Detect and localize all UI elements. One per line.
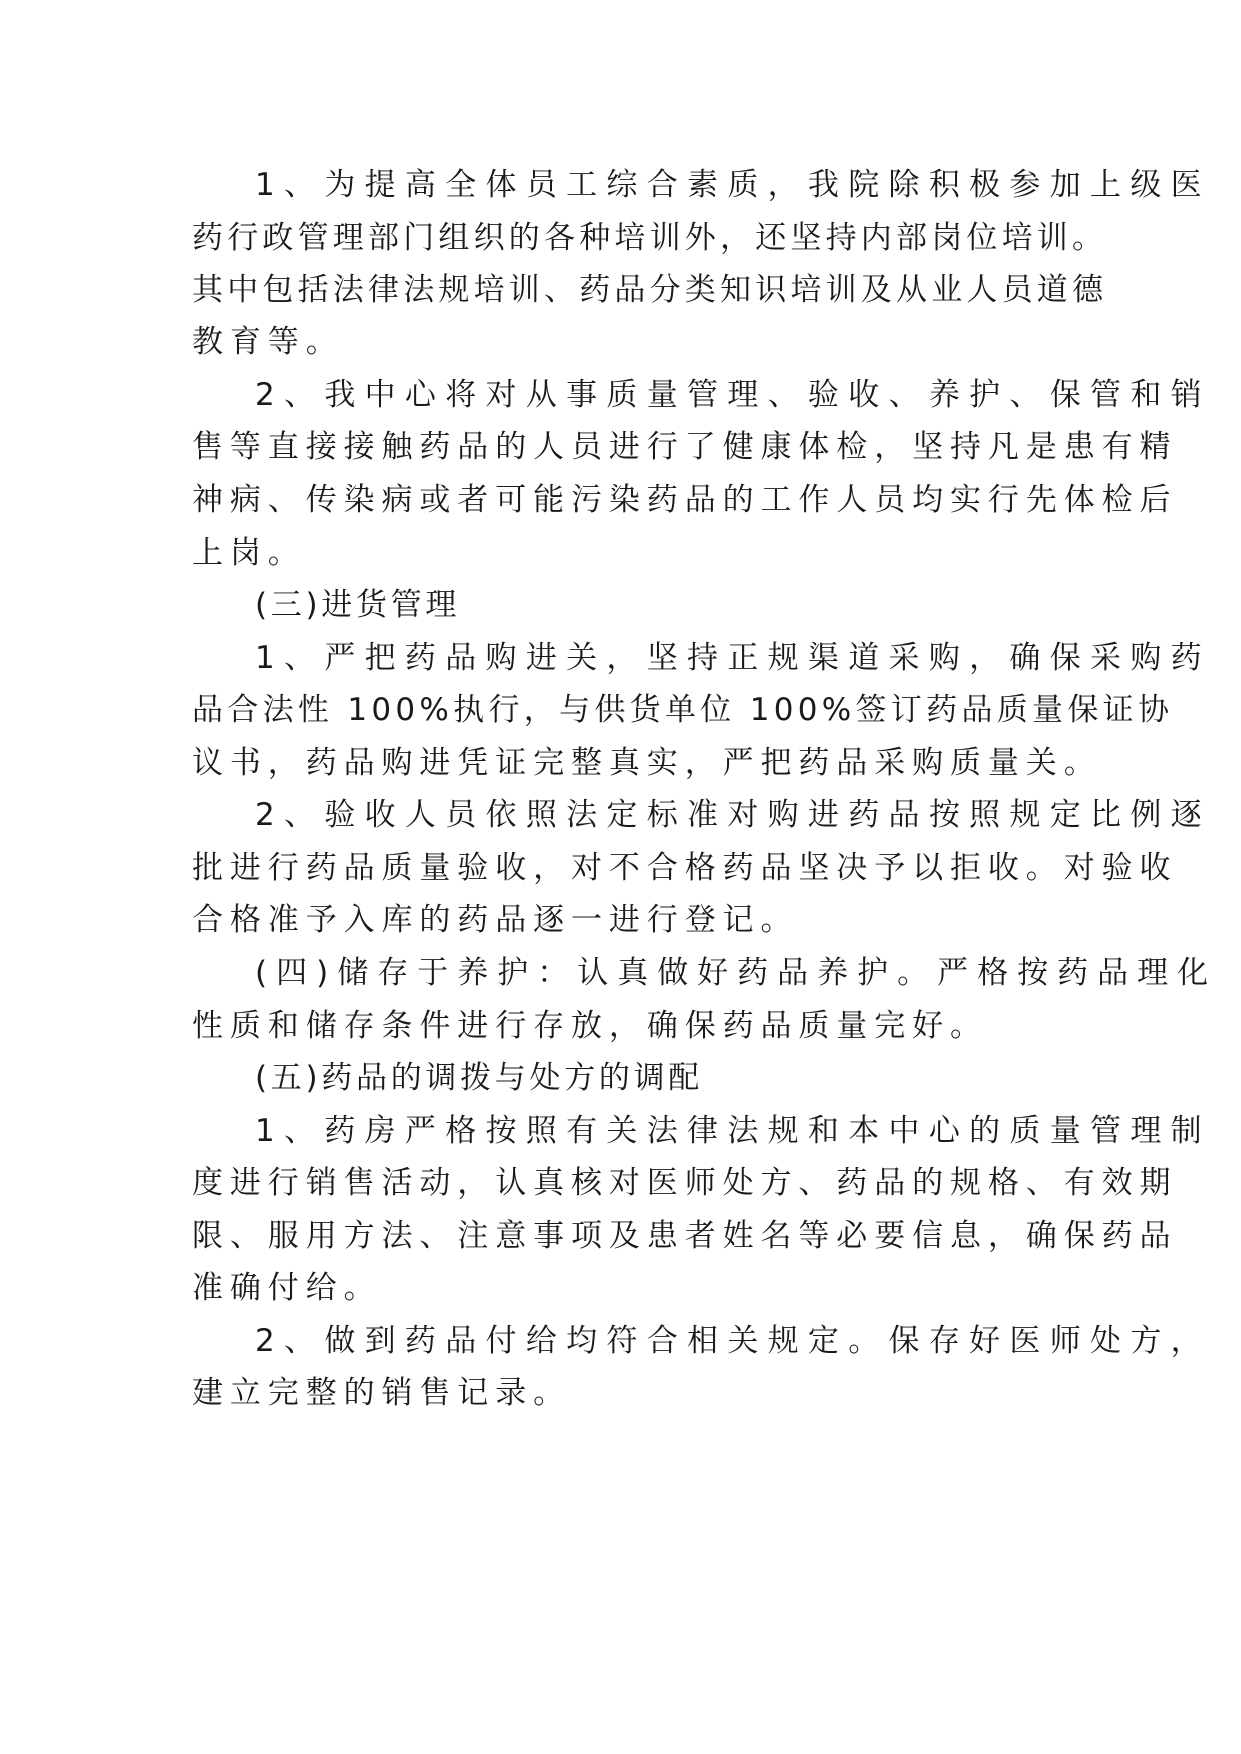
section-heading: (五)药品的调拨与处方的调配	[255, 1060, 703, 1096]
paragraph-line: 神病、传染病或者可能污染药品的工作人员均实行先体检后	[192, 482, 1178, 518]
paragraph-line: 性质和储存条件进行存放，确保药品质量完好。	[192, 1008, 988, 1044]
section-heading: (三)进货管理	[255, 587, 461, 623]
paragraph-line: 度进行销售活动，认真核对医师处方、药品的规格、有效期	[192, 1165, 1178, 1201]
paragraph-line: 1、药房严格按照有关法律法规和本中心的质量管理制	[255, 1113, 1211, 1149]
paragraph-line: 教育等。	[192, 324, 344, 360]
paragraph-line: 批进行药品质量验收，对不合格药品坚决予以拒收。对验收	[192, 850, 1178, 886]
paragraph-line: (四)储存于养护：认真做好药品养护。严格按药品理化	[255, 955, 1218, 991]
paragraph-line: 2、做到药品付给均符合相关规定。保存好医师处方，	[255, 1323, 1211, 1359]
paragraph-line: 建立完整的销售记录。	[192, 1375, 571, 1411]
paragraph-line: 1、为提高全体员工综合素质，我院除积极参加上级医	[255, 167, 1211, 203]
paragraph-line: 2、我中心将对从事质量管理、验收、养护、保管和销	[255, 377, 1211, 413]
paragraph-line: 其中包括法律法规培训、药品分类知识培训及从业人员道德	[192, 272, 1108, 308]
paragraph-line: 准确付给。	[192, 1270, 382, 1306]
paragraph-line: 议书，药品购进凭证完整真实，严把药品采购质量关。	[192, 745, 1102, 781]
paragraph-line: 限、服用方法、注意事项及患者姓名等必要信息，确保药品	[192, 1218, 1178, 1254]
paragraph-line: 1、严把药品购进关，坚持正规渠道采购，确保采购药	[255, 640, 1211, 676]
paragraph-line: 上岗。	[192, 535, 306, 571]
paragraph-line: 药行政管理部门组织的各种培训外，还坚持内部岗位培训。	[192, 220, 1108, 256]
paragraph-line: 合格准予入库的药品逐一进行登记。	[192, 902, 799, 938]
paragraph-line: 品合法性 100%执行，与供货单位 100%签订药品质量保证协	[192, 692, 1174, 728]
paragraph-line: 售等直接接触药品的人员进行了健康体检，坚持凡是患有精	[192, 429, 1178, 465]
paragraph-line: 2、验收人员依照法定标准对购进药品按照规定比例逐	[255, 797, 1211, 833]
